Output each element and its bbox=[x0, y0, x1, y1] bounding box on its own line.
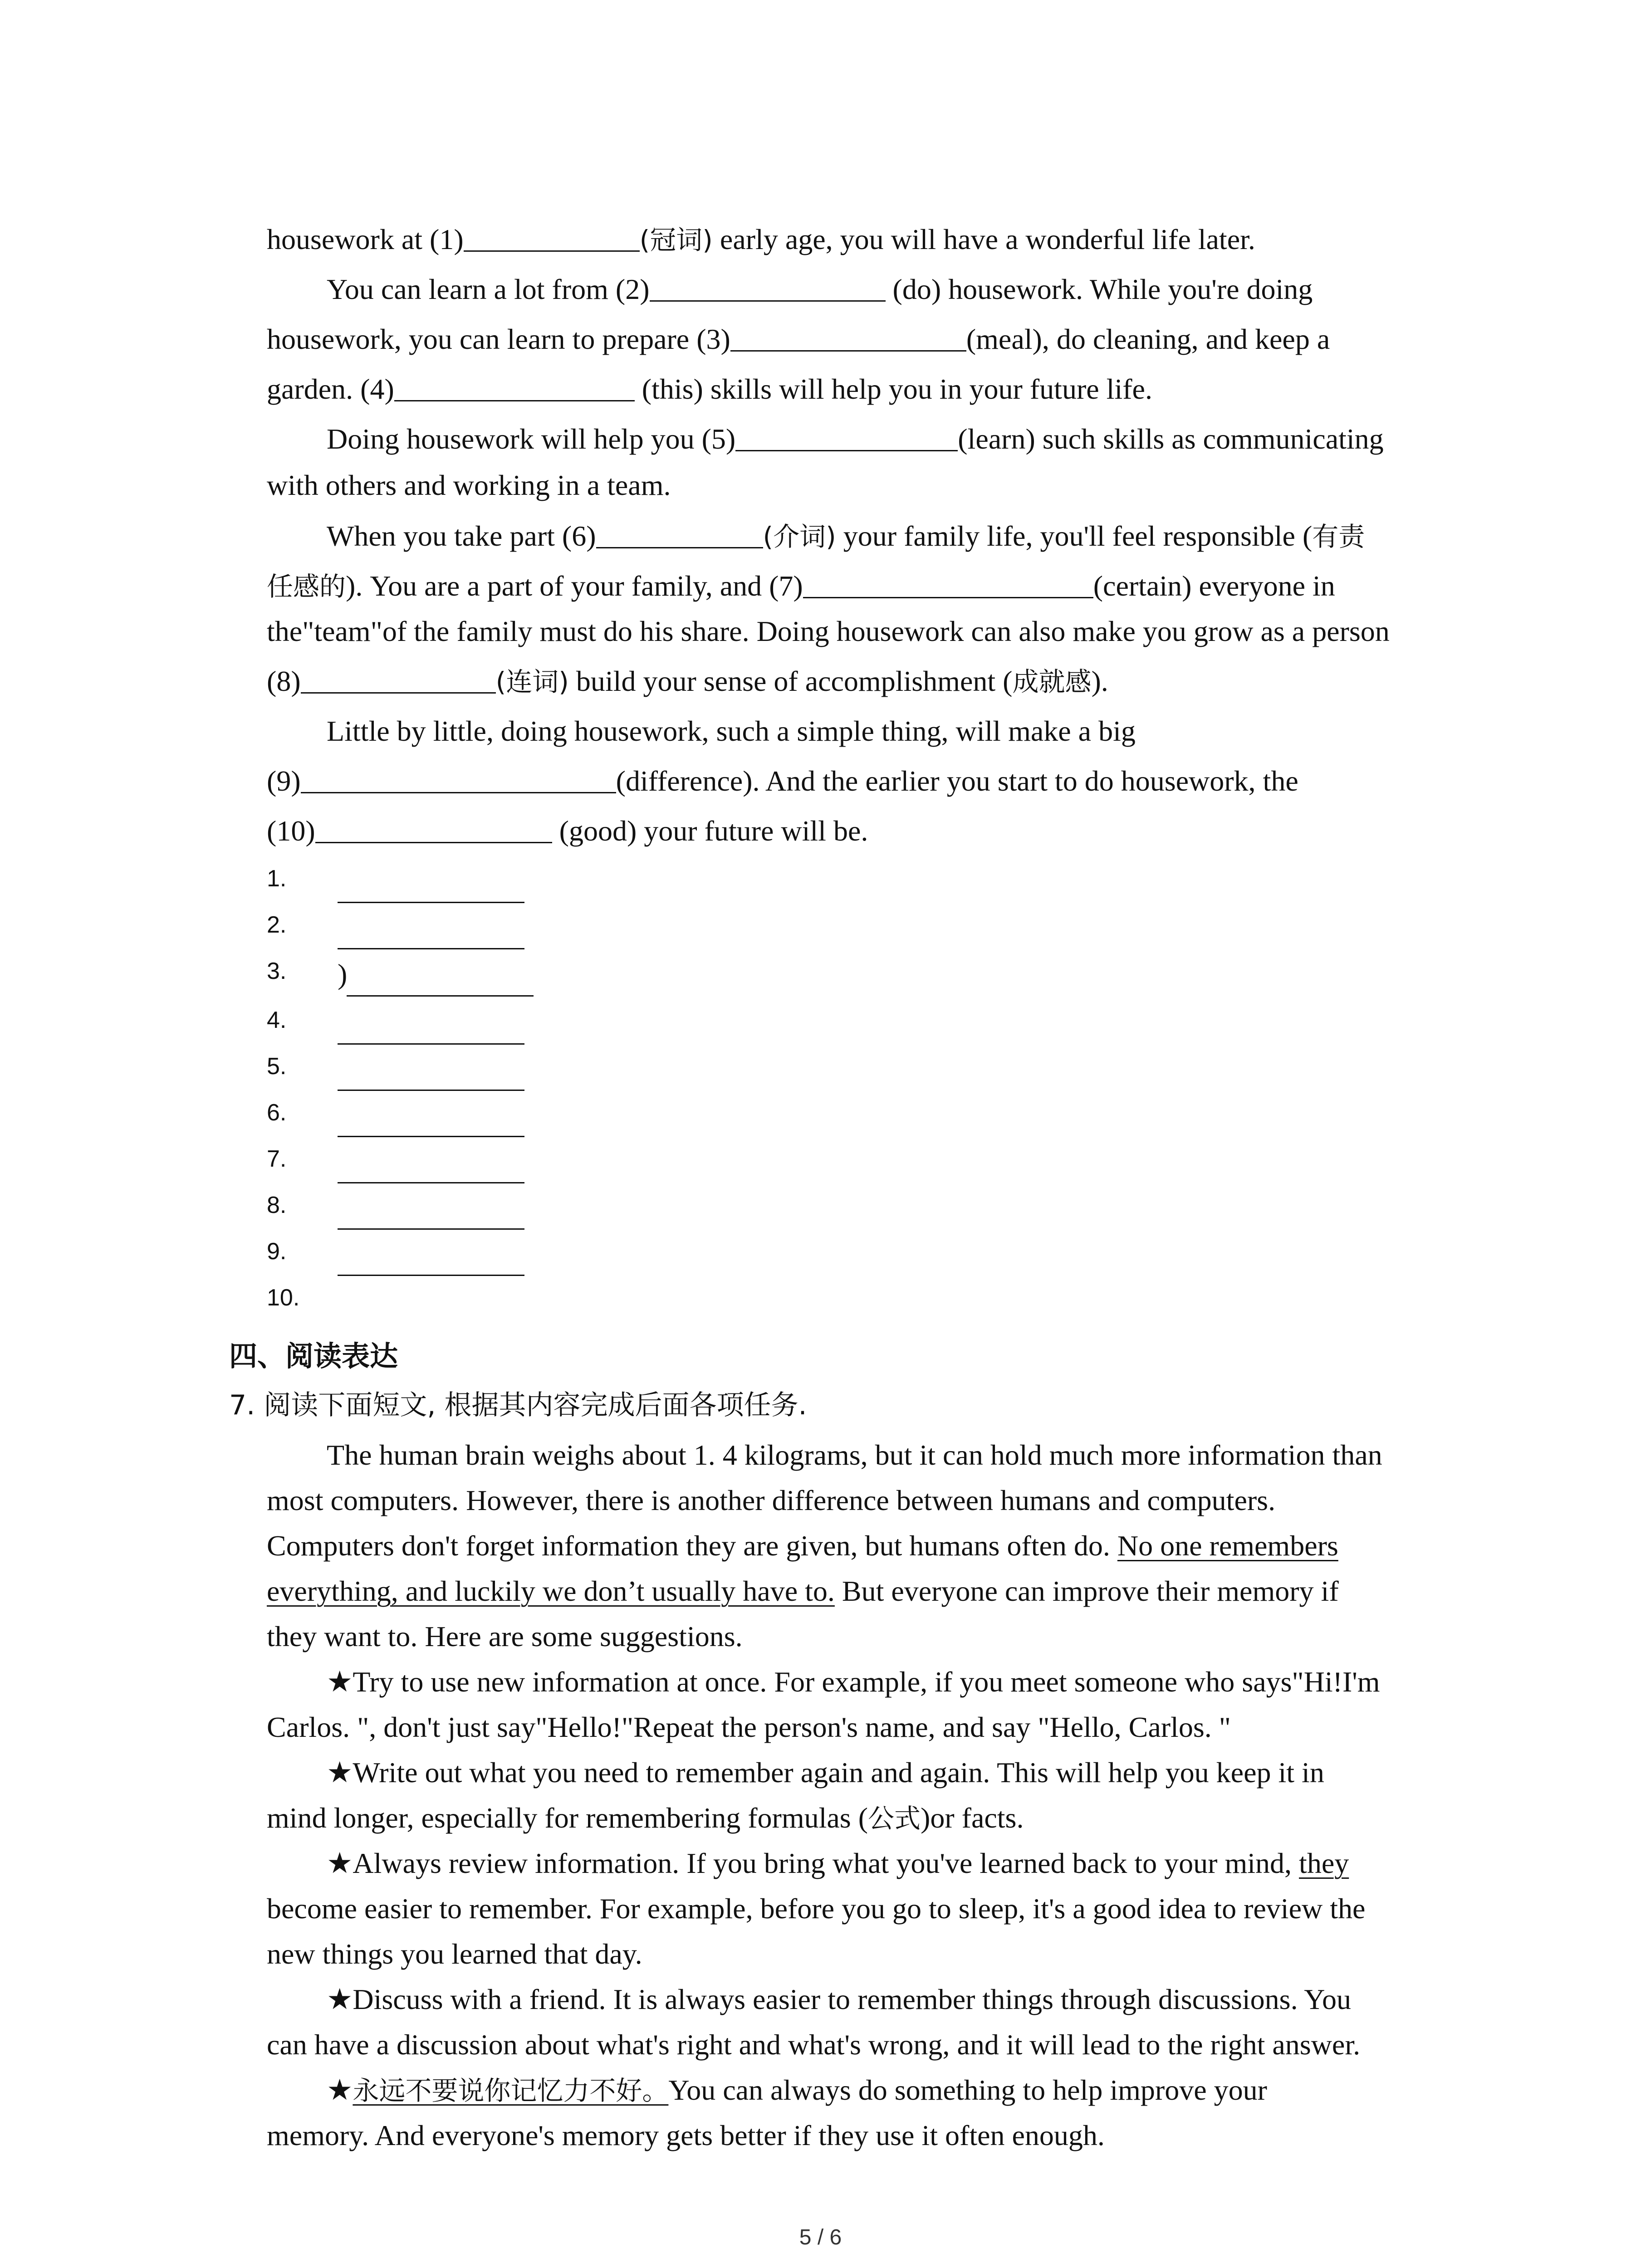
answer-number: 7. bbox=[267, 1146, 287, 1172]
text: ★Always review information. If you bring what you've learned back to your mind, bbox=[327, 1847, 1299, 1879]
text: become easier to remember. For example, before you go to sleep, it's a good idea to review the bbox=[267, 1892, 1366, 1925]
underlined-sentence: 永远不要说你记忆力不好。 bbox=[353, 2075, 669, 2106]
text: memory. And everyone's memory gets better if they use it often enough. bbox=[267, 2119, 1105, 2151]
text: (learn) such skills as communicating bbox=[958, 423, 1384, 455]
answer-blank-10[interactable] bbox=[315, 813, 552, 843]
text: 有责 bbox=[1312, 521, 1365, 552]
question-prompt: 7. 阅读下面短文, 根据其内容完成后面各项任务. bbox=[229, 1389, 807, 1421]
text: the"team"of the family must do his share. Doing housework can also make you grow as a person bbox=[267, 615, 1390, 647]
answer-blank-6[interactable] bbox=[596, 518, 763, 548]
text: (冠词) bbox=[639, 225, 713, 255]
text: Little by little, doing housework, such a simple thing, will make a big bbox=[327, 715, 1136, 747]
text: Carlos. ", don't just say"Hello!"Repeat the person's name, and say "Hello, Carlos. " bbox=[267, 1711, 1231, 1743]
answer-line-8[interactable] bbox=[338, 1228, 524, 1230]
passage-line bbox=[267, 221, 1255, 258]
answer-number: 3. bbox=[267, 958, 287, 984]
reading-line bbox=[267, 2027, 1360, 2063]
passage-line bbox=[267, 321, 1330, 357]
answer-line-5[interactable] bbox=[338, 1090, 524, 1091]
answer-line-9[interactable] bbox=[338, 1275, 524, 1276]
reading-line bbox=[267, 1618, 743, 1655]
text: they want to. Here are some suggestions. bbox=[267, 1620, 743, 1652]
answer-number: 2. bbox=[267, 912, 287, 938]
underlined-sentence: No one remembers bbox=[1117, 1530, 1338, 1562]
answer-blank-4[interactable] bbox=[394, 371, 635, 401]
answer-blank-1[interactable] bbox=[464, 221, 640, 252]
text: new things you learned that day. bbox=[267, 1938, 642, 1970]
underlined-sentence: everything, and luckily we don’t usually have to. bbox=[267, 1575, 835, 1607]
reading-line bbox=[327, 1981, 1351, 2018]
text: housework at (1) bbox=[267, 223, 464, 255]
answer-line-2[interactable] bbox=[338, 948, 524, 949]
text: (介词) bbox=[763, 521, 836, 552]
text: most computers. However, there is another difference between humans and computers. bbox=[267, 1484, 1276, 1516]
text: (do) housework. While you're doing bbox=[885, 273, 1313, 305]
answer-blank-7[interactable] bbox=[803, 568, 1093, 598]
text: ★Write out what you need to remember again and again. This will help you keep it in bbox=[327, 1756, 1324, 1789]
reading-line bbox=[327, 1845, 1349, 1882]
text: (good) your future will be. bbox=[552, 815, 868, 847]
passage-line bbox=[267, 813, 868, 849]
text: (8) bbox=[267, 665, 301, 697]
text: (difference). And the earlier you start to do housework, the bbox=[616, 765, 1298, 797]
answer-paren: ) bbox=[338, 958, 348, 990]
reading-line bbox=[267, 1891, 1365, 1927]
text: 公式 bbox=[868, 1803, 921, 1834]
passage-line bbox=[267, 371, 1152, 407]
underlined-word: they bbox=[1299, 1847, 1349, 1879]
answer-line-1[interactable] bbox=[338, 902, 524, 903]
passage-line bbox=[267, 568, 1335, 605]
text: ★Discuss with a friend. It is always easier to remember things through discussions. You bbox=[327, 1983, 1351, 2015]
answer-line-6[interactable] bbox=[338, 1136, 524, 1137]
passage-line bbox=[267, 613, 1390, 650]
section-heading: 四、阅读表达 bbox=[229, 1339, 398, 1373]
answer-blank-3[interactable] bbox=[730, 321, 966, 352]
text: Doing housework will help you (5) bbox=[327, 423, 736, 455]
text: When you take part (6) bbox=[327, 520, 596, 552]
answer-number: 8. bbox=[267, 1192, 287, 1218]
answer-blank-2[interactable] bbox=[650, 271, 886, 302]
text: Computers don't forget information they are given, but humans often do. bbox=[267, 1530, 1117, 1562]
text: (this) skills will help you in your future life. bbox=[634, 373, 1152, 405]
text: 成就感 bbox=[1012, 666, 1092, 697]
answer-number: 1. bbox=[267, 865, 287, 892]
answer-line-3[interactable] bbox=[347, 995, 534, 997]
text: You can learn a lot from (2) bbox=[327, 273, 650, 305]
text: (9) bbox=[267, 765, 301, 797]
text: early age, you will have a wonderful life later. bbox=[712, 223, 1255, 255]
reading-line bbox=[267, 1936, 642, 1972]
text: housework, you can learn to prepare (3) bbox=[267, 323, 730, 355]
text: The human brain weighs about 1. 4 kilograms, but it can hold much more information than bbox=[327, 1439, 1382, 1471]
answer-line-7[interactable] bbox=[338, 1182, 524, 1183]
reading-line bbox=[267, 1800, 1024, 1837]
star-icon: ★ bbox=[327, 2074, 353, 2106]
reading-line bbox=[327, 1437, 1382, 1473]
answer-blank-5[interactable] bbox=[735, 421, 958, 451]
text: garden. (4) bbox=[267, 373, 394, 405]
text: your family life, you'll feel responsible ( bbox=[836, 520, 1313, 552]
text: can have a discussion about what's right and what's wrong, and it will lead to the right answer. bbox=[267, 2028, 1361, 2061]
text: (10) bbox=[267, 815, 315, 847]
text: 任感的 bbox=[267, 571, 346, 602]
passage-line bbox=[267, 467, 671, 503]
passage-line bbox=[267, 663, 1108, 700]
answer-number: 5. bbox=[267, 1053, 287, 1080]
text: ). You are a part of your family, and (7) bbox=[346, 570, 803, 602]
reading-line bbox=[267, 1482, 1275, 1519]
text: with others and working in a team. bbox=[267, 469, 671, 501]
answer-line-4[interactable] bbox=[338, 1043, 524, 1045]
text: (连词) bbox=[495, 666, 569, 697]
page-number: 5 / 6 bbox=[799, 2225, 842, 2249]
text: But everyone can improve their memory if bbox=[834, 1575, 1339, 1607]
text: )or facts. bbox=[921, 1802, 1024, 1834]
reading-line bbox=[267, 1528, 1338, 1564]
reading-line bbox=[327, 1755, 1324, 1791]
answer-blank-9[interactable] bbox=[301, 763, 616, 793]
text: ★Try to use new information at once. For example, if you meet someone who says"Hi!I'm bbox=[327, 1666, 1380, 1698]
answer-number: 9. bbox=[267, 1238, 287, 1265]
answer-number: 4. bbox=[267, 1007, 287, 1033]
text: (meal), do cleaning, and keep a bbox=[966, 323, 1330, 355]
passage-line bbox=[327, 271, 1313, 308]
answer-number: 10. bbox=[267, 1285, 300, 1311]
reading-line bbox=[327, 2072, 1267, 2109]
passage-line bbox=[267, 763, 1298, 799]
answer-blank-8[interactable] bbox=[301, 663, 496, 694]
answer-number: 6. bbox=[267, 1100, 287, 1126]
reading-line bbox=[327, 1664, 1380, 1700]
text: ). bbox=[1091, 665, 1108, 697]
passage-line bbox=[327, 518, 1365, 555]
text: mind longer, especially for remembering formulas ( bbox=[267, 1802, 868, 1834]
reading-line bbox=[267, 1573, 1339, 1609]
text: (certain) everyone in bbox=[1093, 570, 1335, 602]
passage-line bbox=[327, 713, 1136, 749]
passage-line bbox=[327, 421, 1384, 457]
reading-line bbox=[267, 1709, 1231, 1745]
text: build your sense of accomplishment ( bbox=[568, 665, 1013, 697]
text: You can always do something to help improve your bbox=[668, 2074, 1267, 2106]
reading-line bbox=[267, 2117, 1105, 2154]
